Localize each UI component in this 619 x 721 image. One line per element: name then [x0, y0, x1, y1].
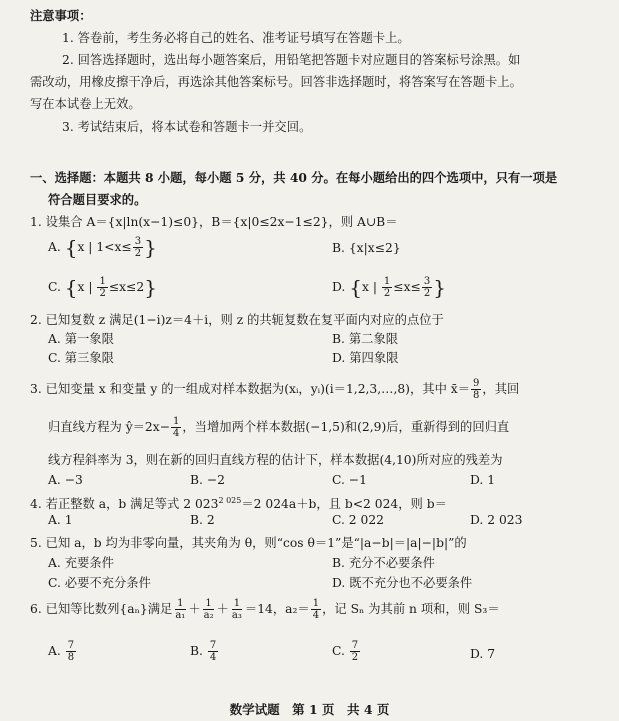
section-heading: 一、选择题：本题共 8 小题，每小题 5 分，共 40 分。在每小题给出的四个选项中，只有一项是 — [30, 170, 558, 185]
q4-option-c: C. 2 022 — [332, 513, 384, 527]
q2-option-c: C. 第三象限 — [48, 351, 114, 365]
q3-stem-line3: 线方程斜率为 3，则在新的回归直线方程的估计下，样本数据(4,10)所对应的残差为 — [48, 453, 503, 467]
notice-item-2c: 写在本试卷上无效。 — [30, 97, 141, 111]
q1-option-d: D. {x | $\frac{1}{2}$ ≤x≤ $\frac{3}{2}$ } — [332, 275, 446, 300]
q1-option-a: A. {x | 1<x≤ $\frac{3}{2}$ } — [48, 235, 157, 260]
q5-option-c: C. 必要不充分条件 — [48, 576, 151, 590]
q4-option-d: D. 2 023 — [470, 513, 523, 527]
notice-item-1: 1. 答卷前，考生务必将自己的姓名、准考证号填写在答题卡上。 — [62, 31, 410, 45]
q5-stem: 5. 已知 a，b 均为非零向量，其夹角为 θ，则“cos θ＝1”是“|a−b|＝|a|−|b|”的 — [30, 536, 467, 550]
notice-item-2b: 需改动，用橡皮擦干净后，再选涂其他答案标号。回答非选择题时，将答案写在答题卡上。 — [30, 75, 522, 89]
q2-option-b: B. 第二象限 — [332, 332, 399, 346]
q6-option-b: B. $\frac{7}{4}$ — [190, 640, 217, 663]
q3-stem-line1: 3. 已知变量 x 和变量 y 的一组成对样本数据为(xᵢ，yᵢ)(i＝1,2,3,…,8)，其中 x̄＝ $\frac{9}{8}$ ，其回 — [30, 378, 520, 401]
q5-option-d: D. 既不充分也不必要条件 — [332, 576, 473, 590]
notice-title: 注意事项： — [30, 8, 92, 23]
q6-stem: 6. 已知等比数列{aₙ}满足 $\frac{1}{\text{a₁}}$ ＋ $\frac{1}{\text{a₂}}$ ＋ $\frac{1}{\text{a₃}}$ ＝14，a₂＝ $\frac{1}{4}$ ，记 Sₙ 为其前 n 项和，则 S₃＝ — [30, 598, 500, 621]
q3-option-d: D. 1 — [470, 473, 496, 487]
q5-option-b: B. 充分不必要条件 — [332, 556, 435, 570]
q3-option-c: C. −1 — [332, 473, 367, 487]
q1-option-c: C. {x | $\frac{1}{2}$ ≤x≤2} — [48, 275, 157, 300]
q2-stem: 2. 已知复数 z 满足(1−i)z＝4＋i，则 z 的共轭复数在复平面内对应的点位于 — [30, 313, 444, 327]
q1-stem: 1. 设集合 A＝{x|ln(x−1)≤0}，B＝{x|0≤2x−1≤2}，则 A∪B＝ — [30, 215, 398, 229]
q3-option-b: B. −2 — [190, 473, 225, 487]
q1-option-b: B. {x|x≤2} — [332, 241, 401, 255]
q5-option-a: A. 充要条件 — [48, 556, 114, 570]
notice-item-3: 3. 考试结束后，将本试卷和答题卡一并交回。 — [62, 120, 312, 134]
page-footer: 数学试题 第 1 页 共 4 页 — [229, 702, 390, 717]
q2-option-d: D. 第四象限 — [332, 351, 399, 365]
q4-option-a: A. 1 — [48, 513, 73, 527]
q4-stem: 4. 若正整数 a，b 满足等式 2 $023^{2 025}=2$ 024a＋b，且 b<2 024，则 b＝ — [30, 496, 447, 512]
q3-stem-line2: 归直线方程为 ŷ＝2x− $\frac{1}{4}$ ，当增加两个样本数据(−1,5)和(2,9)后，重新得到的回归直 — [48, 416, 510, 439]
q6-option-d: D. 7 — [470, 647, 496, 661]
q6-option-c: C. $\frac{7}{2}$ — [332, 640, 359, 663]
q4-option-b: B. 2 — [190, 513, 215, 527]
q6-option-a: A. $\frac{7}{8}$ — [48, 640, 75, 663]
q3-option-a: A. −3 — [48, 473, 83, 487]
notice-item-2a: 2. 回答选择题时，选出每小题答案后，用铅笔把答题卡对应题目的答案标号涂黑。如 — [62, 53, 521, 67]
q2-option-a: A. 第一象限 — [48, 332, 114, 346]
section-heading-cont: 符合题目要求的。 — [48, 192, 147, 207]
